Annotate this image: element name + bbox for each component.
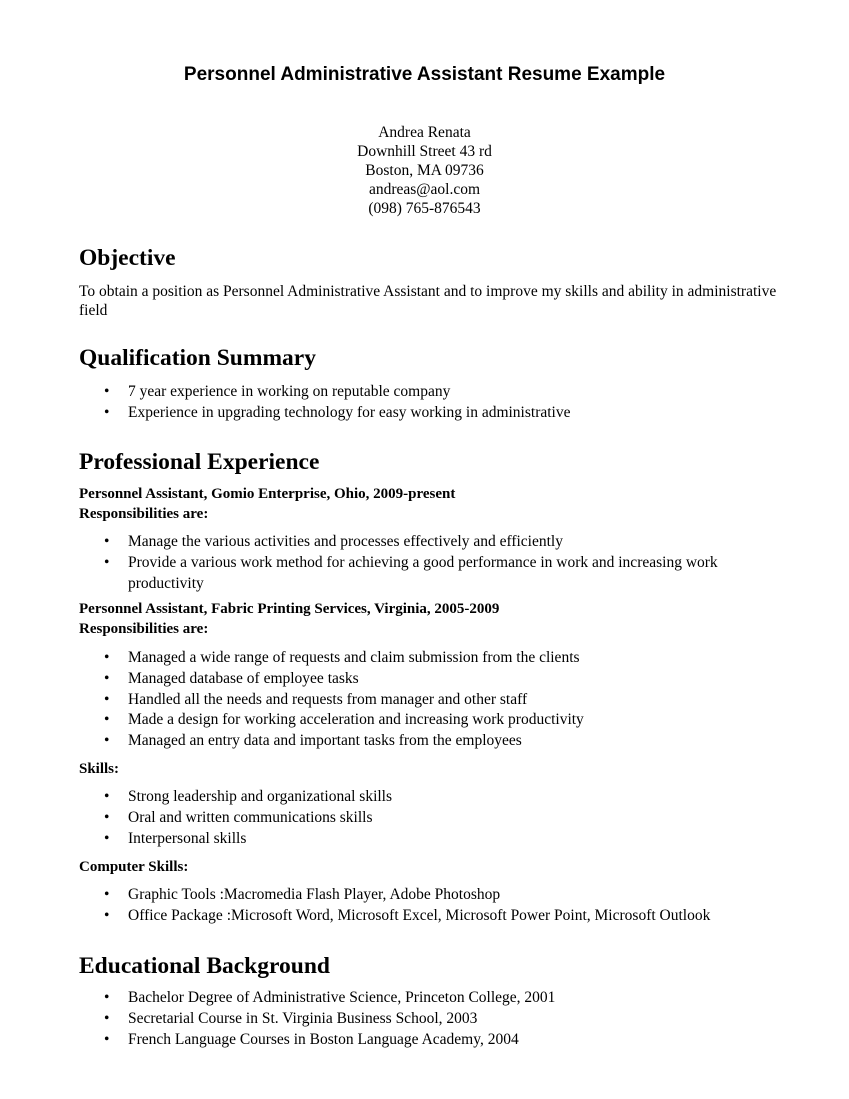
contact-city: Boston, MA 09736 (365, 162, 484, 179)
contact-block (0, 123, 849, 218)
contact-phone: (098) 765-876543 (368, 200, 481, 217)
list-item: • Graphic Tools :Macromedia Flash Player, Adobe Photoshop (0, 885, 768, 906)
list-item: • Bachelor Degree of Administrative Science, Princeton College, 2001 (0, 988, 768, 1009)
experience-heading: Professional Experience (79, 449, 320, 475)
list-item: • Provide a various work method for achieving a good performance in work and increasing work productivity (0, 553, 768, 595)
document-title: Personnel Administrative Assistant Resume Example (183, 64, 666, 85)
contact-street: Downhill Street 43 rd (357, 143, 492, 160)
list-item: • Made a design for working acceleration and increasing work productivity (0, 710, 768, 731)
list-item: • 7 year experience in working on reputable company (0, 382, 768, 403)
list-item: • Managed a wide range of requests and claim submission from the clients (0, 648, 768, 669)
list-item: • Handled all the needs and requests from manager and other staff (0, 690, 768, 711)
education-list (0, 988, 849, 1050)
contact-email: andreas@aol.com (368, 181, 481, 198)
job-title-1: Personnel Assistant, Gomio Enterprise, Ohio, 2009-present (79, 486, 456, 502)
list-item: • Experience in upgrading technology for easy working in administrative (0, 403, 768, 424)
responsibilities-label-2: Responsibilities are: (79, 621, 209, 637)
list-item: • Interpersonal skills (0, 829, 768, 850)
list-item: • Manage the various activities and processes effectively and efficiently (0, 532, 768, 553)
list-item: • Managed database of employee tasks (0, 669, 768, 690)
list-item: • Strong leadership and organizational skills (0, 787, 768, 808)
contact-name: Andrea Renata (378, 124, 471, 141)
skills-label: Skills: (79, 761, 120, 777)
qualification-heading: Qualification Summary (79, 345, 316, 371)
list-item: • Secretarial Course in St. Virginia Business School, 2003 (0, 1009, 768, 1030)
job-2-responsibilities (0, 648, 849, 752)
list-item: • Oral and written communications skills (0, 808, 768, 829)
education-heading: Educational Background (79, 953, 330, 979)
computer-skills-label: Computer Skills: (79, 859, 189, 875)
list-item: • French Language Courses in Boston Language Academy, 2004 (0, 1030, 768, 1051)
computer-skills-list (0, 885, 849, 927)
qualification-list (0, 382, 849, 424)
list-item: • Managed an entry data and important tasks from the employees (0, 731, 768, 752)
responsibilities-label-1: Responsibilities are: (79, 506, 209, 522)
job-title-2: Personnel Assistant, Fabric Printing Services, Virginia, 2005-2009 (79, 601, 500, 617)
objective-text: To obtain a position as Personnel Administrative Assistant and to improve my skills and ability in administrative field (79, 283, 777, 319)
job-1-responsibilities (0, 532, 849, 594)
objective-heading: Objective (79, 245, 176, 271)
skills-list (0, 787, 849, 849)
list-item: • Office Package :Microsoft Word, Microsoft Excel, Microsoft Power Point, Microsoft Outlook (0, 906, 768, 927)
